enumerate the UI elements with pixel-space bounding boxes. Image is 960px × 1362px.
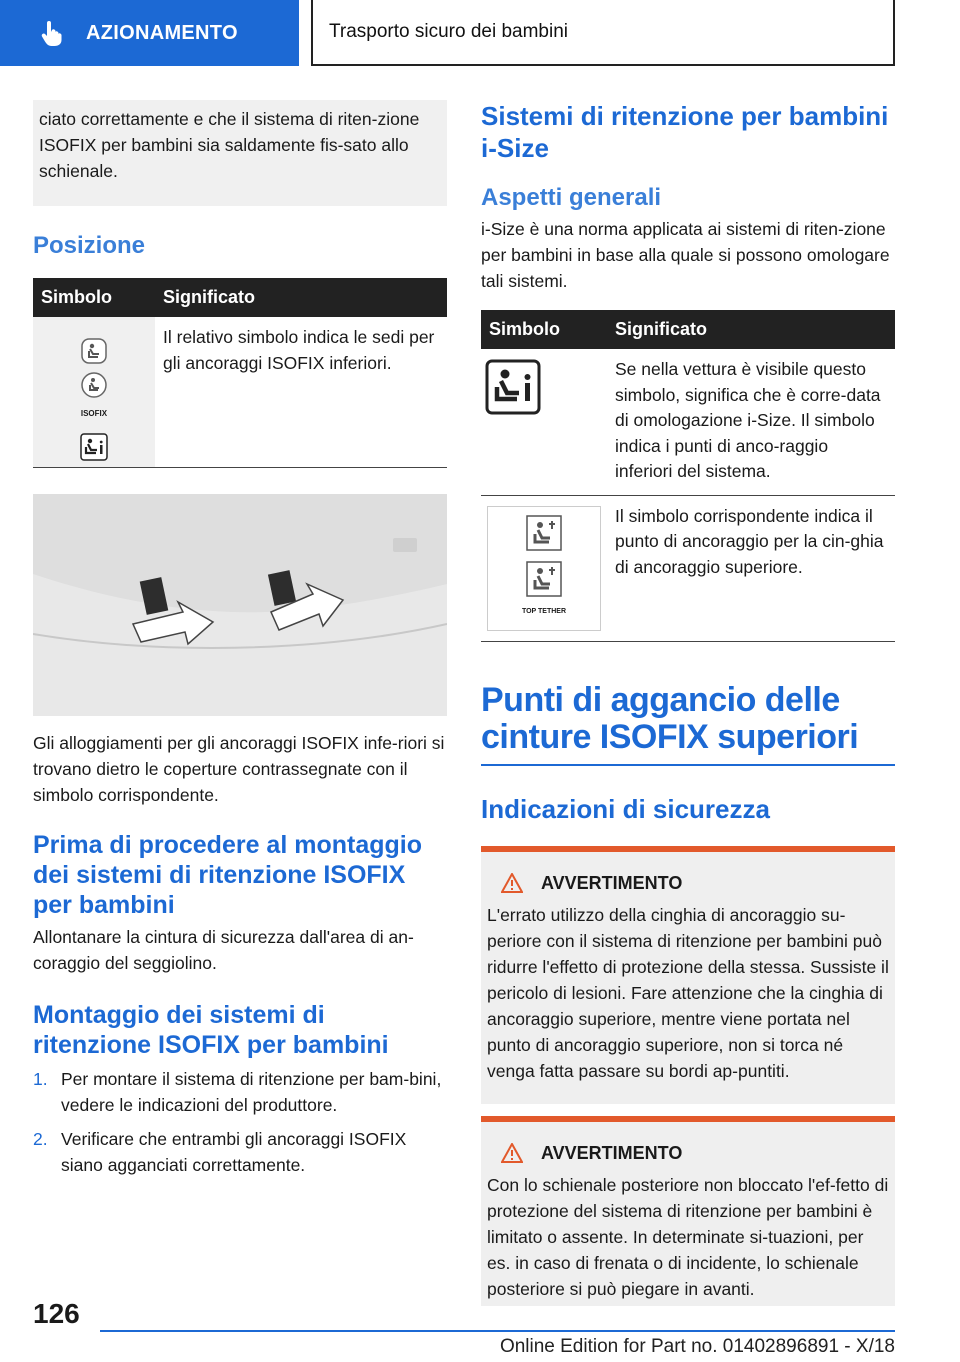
table-row bbox=[33, 317, 447, 467]
warning-triangle-icon bbox=[501, 1143, 523, 1163]
step-text: Per montare il sistema di ritenzione per bam-bini, vedere le indicazioni del produttore. bbox=[61, 1068, 442, 1115]
footer-divider bbox=[100, 1330, 895, 1332]
meaning-cell: Se nella vettura è visibile questo simbolo, significa che è corre-data di omologazione i-Size. Il simbolo indica i punti di anco-raggio inferiori del sistema. bbox=[607, 349, 895, 495]
meaning-cell: Il relativo simbolo indica le sedi per gli ancoraggi ISOFIX inferiori. bbox=[155, 317, 447, 467]
symbol-cell bbox=[33, 317, 155, 467]
table-header-meaning: Significato bbox=[155, 278, 447, 317]
page-header bbox=[0, 0, 960, 66]
table-header-meaning: Significato bbox=[607, 310, 895, 349]
step-text: Verificare che entrambi gli ancoraggi ISOFIX siano agganciati correttamente. bbox=[61, 1128, 407, 1175]
footer-edition: Online Edition for Part no. 01402896891 - X/18 bbox=[499, 1336, 895, 1357]
list-item bbox=[33, 1126, 447, 1178]
note-box: ciato correttamente e che il sistema di riten-zione ISOFIX per bambini sia saldamente fis-sato allo schienale. bbox=[33, 100, 447, 206]
mount-steps bbox=[33, 1066, 447, 1178]
section-label: AZIONAMENTO bbox=[86, 21, 238, 44]
warning-box bbox=[481, 1116, 895, 1306]
top-tether-label: TOP TETHER bbox=[521, 607, 567, 615]
warning-text: L'errato utilizzo della cinghia di ancoraggio su-periore con il sistema di ritenzione per bambini può ridurre l'effetto di protezione della stessa. Sussiste il pericolo di lesioni. Fare attenzione che la cinghia di ancoraggio superiore, mentre viene portata nel punto di ancoraggio superiore, non si torca né venga fatta passare su bordi ap-puntiti. bbox=[487, 905, 889, 1081]
mount-heading: Montaggio dei sistemi di ritenzione ISOFIX per bambini bbox=[33, 1000, 389, 1059]
symbol-cell bbox=[481, 495, 607, 642]
table-header-symbol: Simbolo bbox=[33, 278, 155, 317]
top-tether-icon bbox=[526, 515, 562, 551]
isofix-seat-icon bbox=[80, 371, 108, 399]
before-text: Allontanare la cintura di sicurezza dall'area di an-coraggio del seggiolino. bbox=[33, 926, 414, 973]
isofix-seat-icon bbox=[80, 337, 108, 365]
list-item bbox=[33, 1066, 447, 1118]
warning-box bbox=[481, 846, 895, 1104]
position-heading: Posizione bbox=[33, 232, 146, 259]
table-row bbox=[481, 349, 895, 495]
seat-illustration bbox=[33, 494, 447, 716]
page-number: 126 bbox=[33, 1298, 80, 1329]
table-row bbox=[481, 495, 895, 642]
warning-triangle-icon bbox=[501, 873, 523, 893]
safety-heading: Indicazioni di sicurezza bbox=[481, 794, 770, 824]
step-number: 2. bbox=[33, 1128, 48, 1149]
isofix-icon-label: ISOFIX bbox=[80, 409, 108, 418]
isofix-seat-photo bbox=[33, 494, 447, 716]
meaning-cell: Il simbolo corrispondente indica il punto di ancoraggio per la cin-ghia di ancoraggio superiore. bbox=[607, 495, 895, 642]
left-column bbox=[33, 100, 447, 1186]
general-text: i-Size è una norma applicata ai sistemi di riten-zione per bambini in base alla quale si possono omologare tali sistemi. bbox=[481, 219, 890, 291]
isize-symbol-table bbox=[481, 310, 895, 642]
chapter-title: Trasporto sicuro dei bambini bbox=[311, 0, 895, 66]
before-heading: Prima di procedere al montaggio dei sistemi di ritenzione ISOFIX per bambini bbox=[33, 830, 422, 919]
warning-title: AVVERTIMENTO bbox=[541, 1143, 683, 1163]
hand-pointer-icon bbox=[38, 19, 66, 47]
step-number: 1. bbox=[33, 1068, 48, 1089]
upper-anchor-heading: Punti di aggancio delle cinture ISOFIX superiori bbox=[481, 682, 895, 766]
isize-seat-icon bbox=[80, 433, 108, 461]
photo-caption: Gli alloggiamenti per gli ancoraggi ISOFIX infe-riori si trovano dietro le coperture contrassegnate con il simbolo corrispondente. bbox=[33, 732, 445, 805]
warning-text: Con lo schienale posteriore non bloccato l'ef-fetto di protezione del sistema di ritenzione per bambini è limitato o assente. In determinate si-tuazioni, per es. in caso di frenata o di incidente, lo schienale posteriore si può piegare in avanti. bbox=[487, 1175, 889, 1299]
section-tab bbox=[0, 0, 299, 66]
right-column bbox=[481, 100, 895, 1306]
symbol-cell bbox=[481, 349, 607, 495]
isize-seat-icon bbox=[485, 359, 541, 415]
top-tether-icon bbox=[526, 561, 562, 597]
table-header-symbol: Simbolo bbox=[481, 310, 607, 349]
warning-title: AVVERTIMENTO bbox=[541, 873, 683, 893]
warning-title-row bbox=[487, 870, 889, 896]
isofix-symbol-table bbox=[33, 278, 447, 468]
general-heading: Aspetti generali bbox=[481, 184, 662, 211]
isize-heading: Sistemi di ritenzione per bambini i-Size bbox=[481, 101, 889, 163]
warning-title-row bbox=[487, 1140, 889, 1166]
